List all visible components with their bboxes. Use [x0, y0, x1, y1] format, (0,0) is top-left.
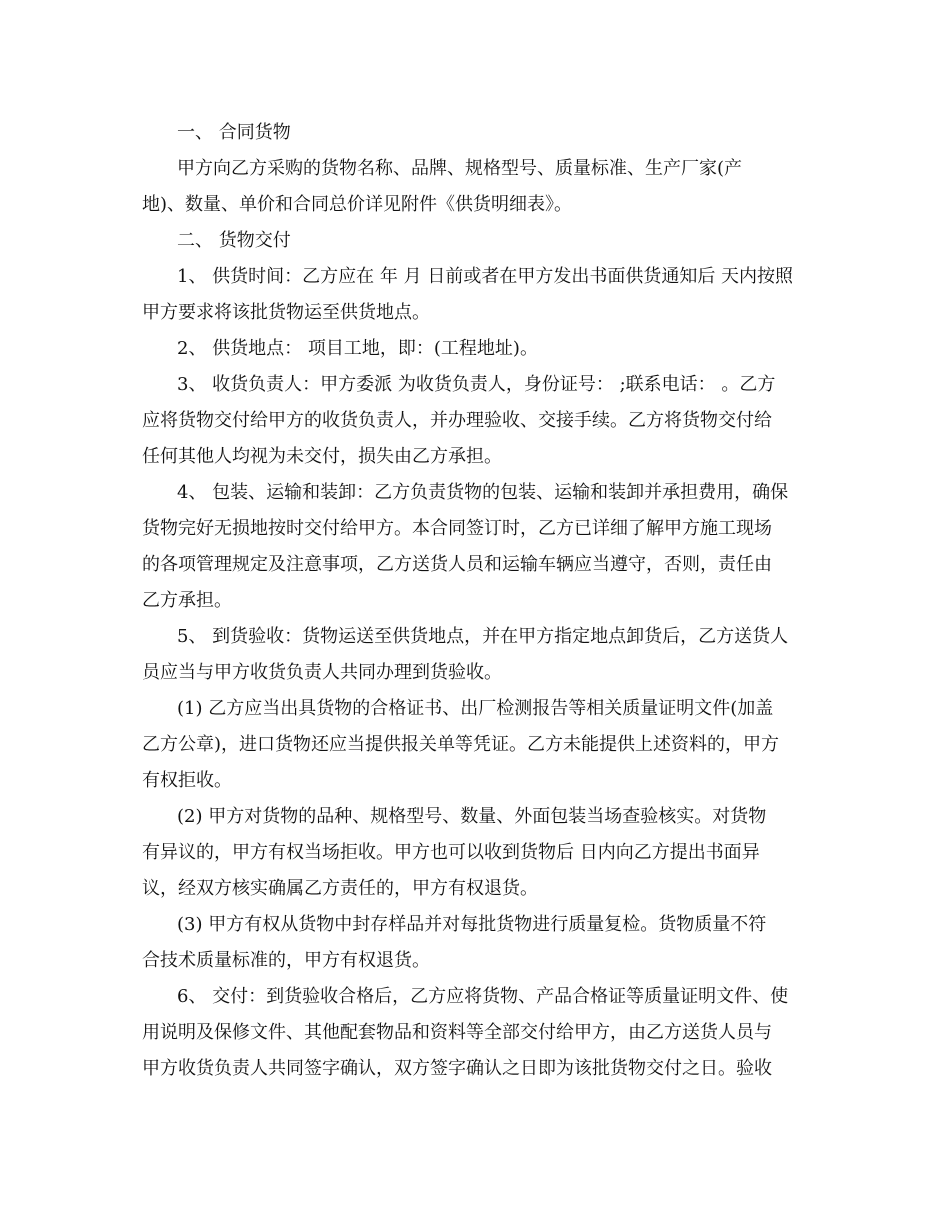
paragraph-line: 地)、数量、单价和合同总价详见附件《供货明细表》。	[142, 194, 573, 215]
paragraph-line: 2、 供货地点： 项目工地，即：(工程地址)。	[177, 338, 538, 359]
paragraph-line: 甲方向乙方采购的货物名称、品牌、规格型号、质量标准、生产厂家(产	[177, 158, 743, 179]
paragraph-line: 有异议的，甲方有权当场拒收。甲方也可以收到货物后 日内向乙方提出书面异	[142, 842, 760, 863]
paragraph-line: (2) 甲方对货物的品种、规格型号、数量、外面包装当场查验核实。对货物	[177, 806, 767, 827]
paragraph-line: 有权拒收。	[142, 770, 232, 791]
paragraph-line: 用说明及保修文件、其他配套物品和资料等全部交付给甲方，由乙方送货人员与	[142, 1022, 772, 1043]
section-heading-1: 一、 合同货物	[177, 122, 291, 143]
paragraph-line: 应将货物交付给甲方的收货负责人，并办理验收、交接手续。乙方将货物交付给	[142, 410, 772, 431]
paragraph-line: 的各项管理规定及注意事项，乙方送货人员和运输车辆应当遵守，否则，责任由	[142, 554, 772, 575]
paragraph-line: (3) 甲方有权从货物中封存样品并对每批货物进行质量复检。货物质量不符	[177, 914, 767, 935]
paragraph-line: 3、 收货负责人：甲方委派 为收货负责人，身份证号： ;联系电话： 。乙方	[177, 374, 776, 395]
paragraph-line: 员应当与甲方收货负责人共同办理到货验收。	[142, 662, 502, 683]
paragraph-line: 4、 包装、运输和装卸：乙方负责货物的包装、运输和装卸并承担费用，确保	[177, 482, 789, 503]
paragraph-line: 甲方收货负责人共同签字确认，双方签字确认之日即为该批货物交付之日。验收	[142, 1058, 772, 1079]
paragraph-line: 5、 到货验收：货物运送至供货地点，并在甲方指定地点卸货后，乙方送货人	[177, 626, 789, 647]
paragraph-line: 任何其他人均视为未交付，损失由乙方承担。	[142, 446, 502, 467]
paragraph-line: 甲方要求将该批货物运至供货地点。	[142, 302, 430, 323]
paragraph-line: 议，经双方核实确属乙方责任的，甲方有权退货。	[142, 878, 538, 899]
paragraph-line: 6、 交付：到货验收合格后，乙方应将货物、产品合格证等质量证明文件、使	[177, 986, 789, 1007]
paragraph-line: 乙方公章)，进口货物还应当提供报关单等凭证。乙方未能提供上述资料的，甲方	[142, 734, 780, 755]
paragraph-line: 乙方承担。	[142, 590, 232, 611]
section-heading-2: 二、 货物交付	[177, 230, 291, 251]
paragraph-line: 货物完好无损地按时交付给甲方。本合同签订时，乙方已详细了解甲方施工现场	[142, 518, 772, 539]
paragraph-line: (1) 乙方应当出具货物的合格证书、出厂检测报告等相关质量证明文件(加盖	[177, 698, 774, 719]
paragraph-line: 1、 供货时间：乙方应在 年 月 日前或者在甲方发出书面供货通知后 天内按照	[177, 266, 794, 287]
paragraph-line: 合技术质量标准的，甲方有权退货。	[142, 950, 430, 971]
